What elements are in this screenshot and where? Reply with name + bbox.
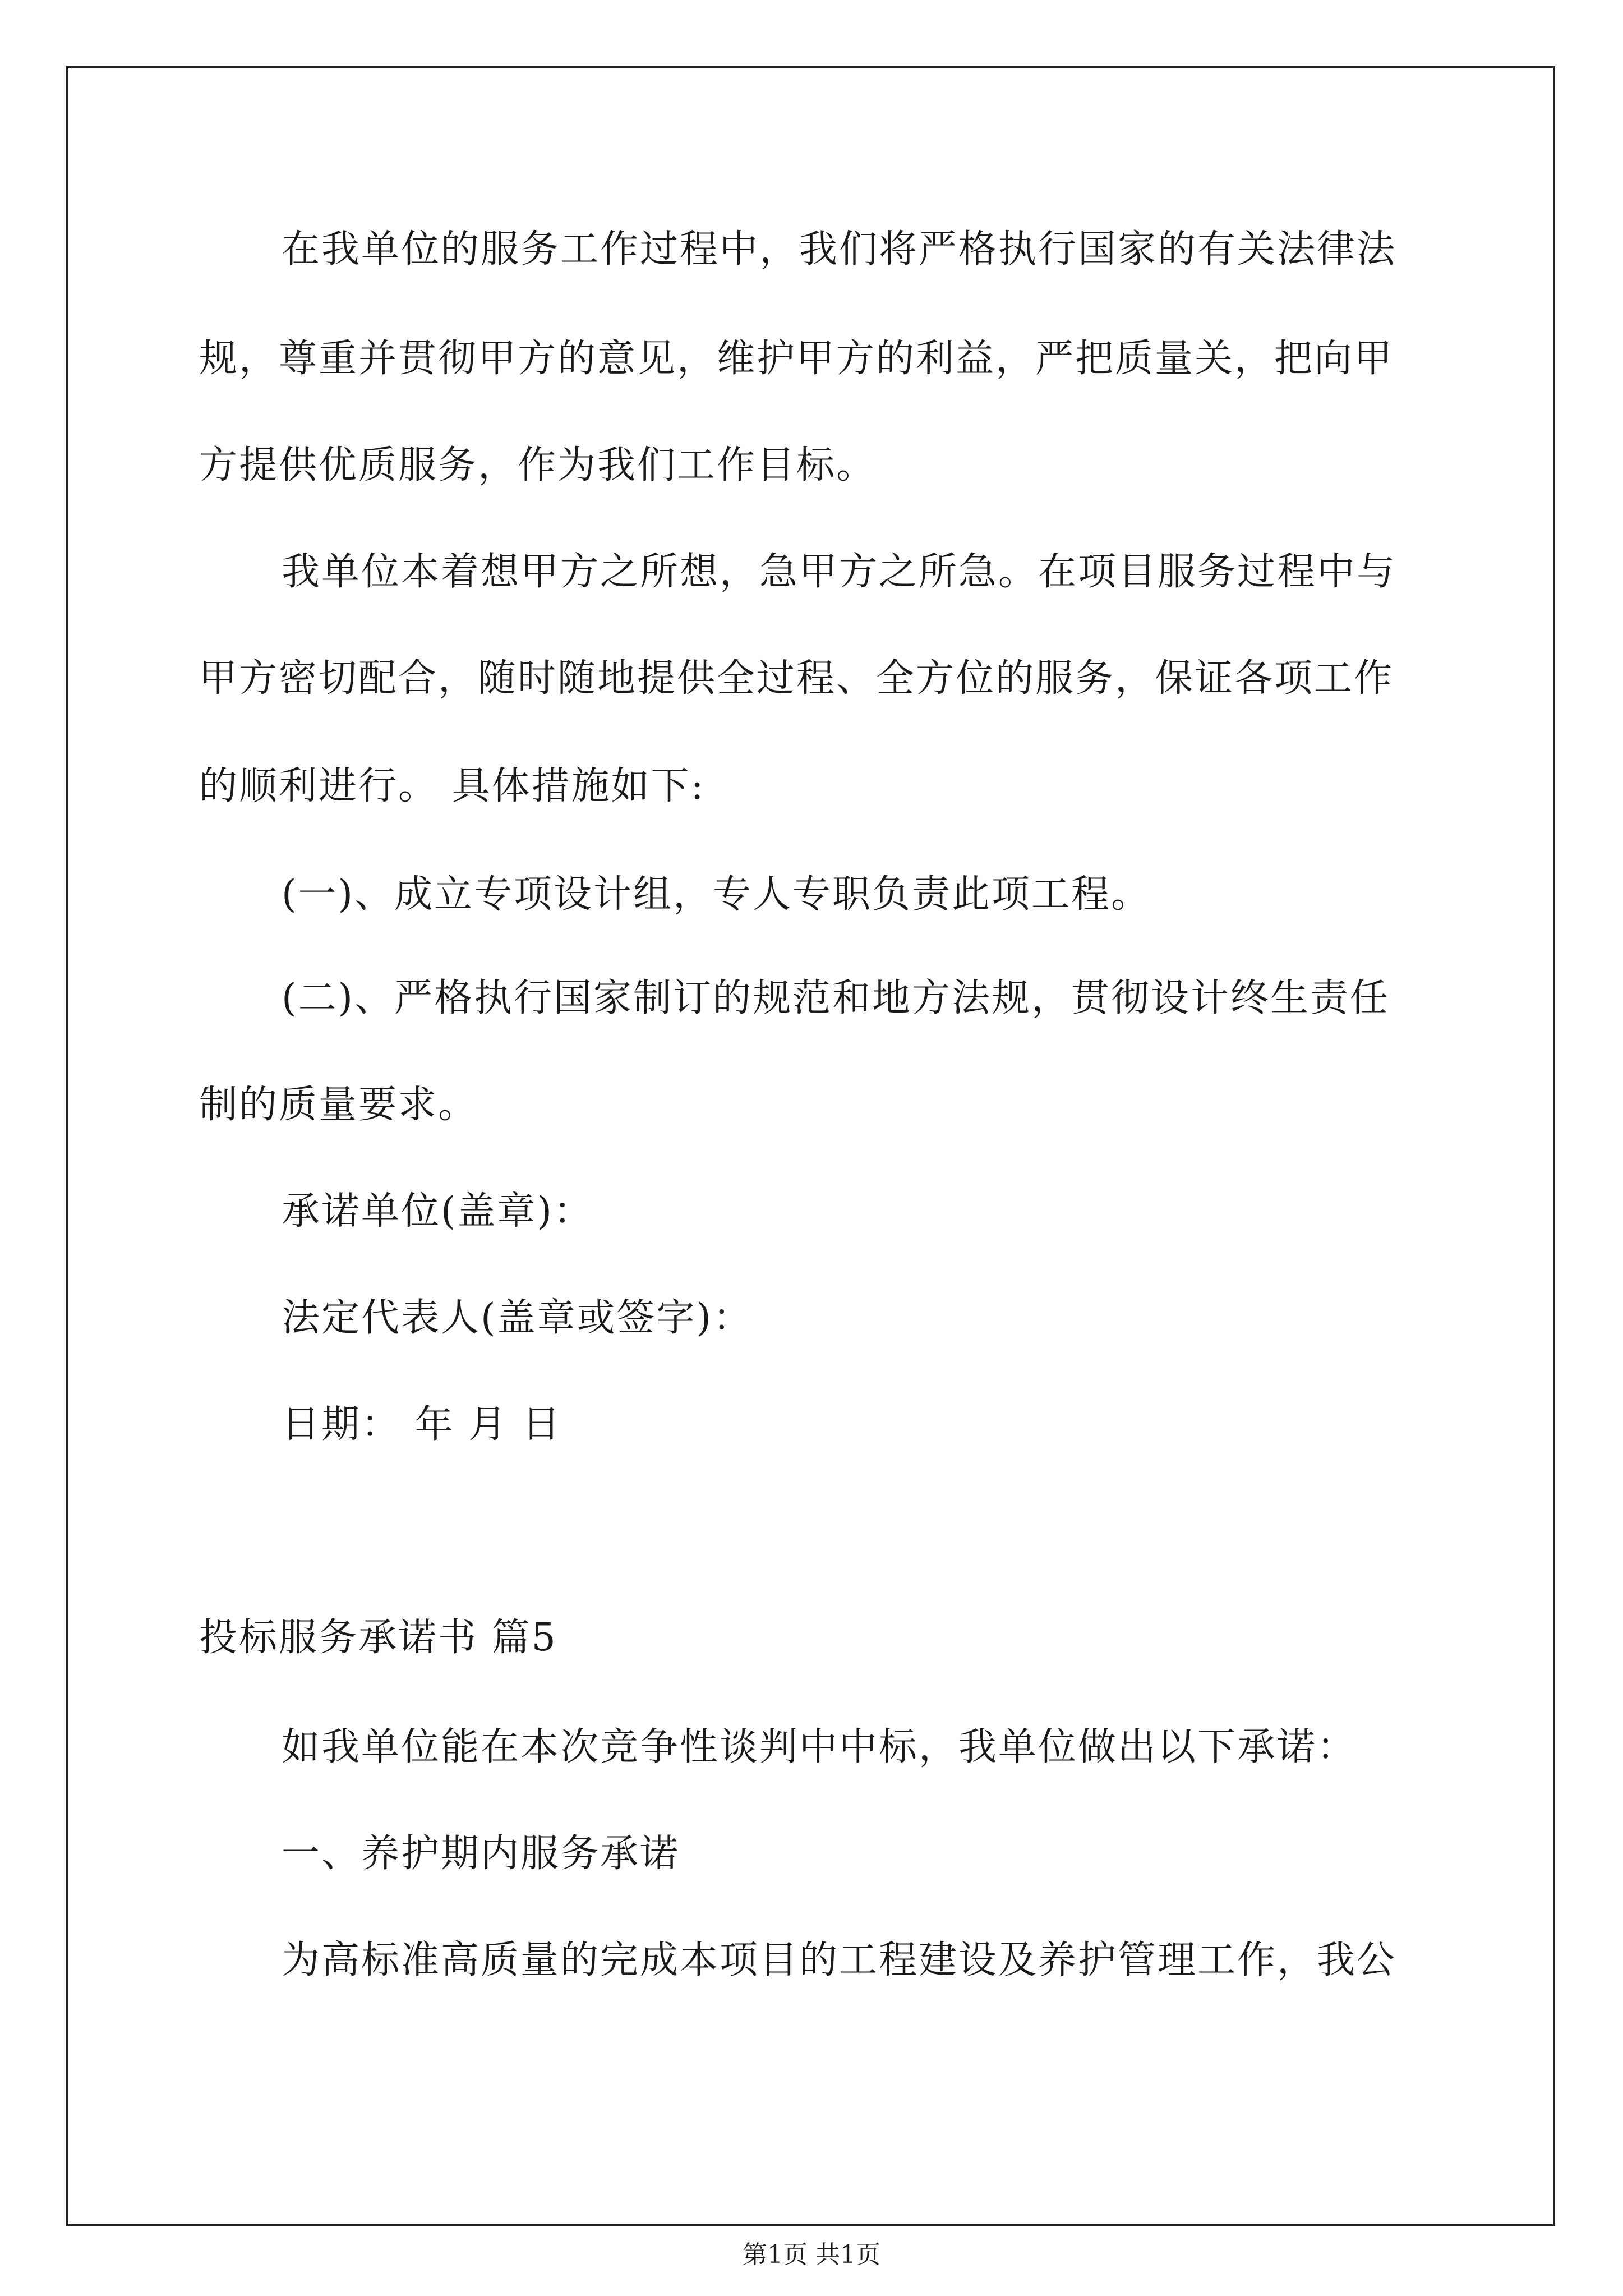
paragraph-1-line-1: 在我单位的服务工作过程中，我们将严格执行国家的有关法律法 [282, 227, 1397, 272]
section-heading: 投标服务承诺书 篇5 [199, 1616, 557, 1660]
paragraph-1-line-2: 规，尊重并贯彻甲方的意见，维护甲方的利益，严把质量关，把向甲 [199, 337, 1394, 381]
paragraph-1-line-3: 方提供优质服务，作为我们工作目标。 [199, 443, 877, 487]
paragraph-2-line-3: 的顺利进行。 具体措施如下: [199, 764, 706, 808]
page-border [66, 66, 1555, 2226]
measure-item-2-line-1: (二)、严格执行国家制订的规范和地方法规，贯彻设计终生责任 [282, 976, 1390, 1020]
paragraph-2-line-1: 我单位本着想甲方之所想，急甲方之所急。在项目服务过程中与 [282, 550, 1397, 594]
commitment-intro: 如我单位能在本次竞争性谈判中中标，我单位做出以下承诺： [282, 1725, 1357, 1769]
paragraph-2-line-2: 甲方密切配合，随时随地提供全过程、全方位的服务，保证各项工作 [199, 656, 1394, 701]
maintenance-paragraph-line-1: 为高标准高质量的完成本项目的工程建设及养护管理工作，我公 [282, 1938, 1397, 1982]
page-number: 第1页 共1页 [743, 2240, 880, 2269]
subheading-maintenance: 一、养护期内服务承诺 [282, 1832, 680, 1876]
measure-item-1: (一)、成立专项设计组，专人专职负责此项工程。 [282, 872, 1151, 917]
date-field: 日期： 年 月 日 [282, 1402, 562, 1447]
measure-item-2-line-2: 制的质量要求。 [199, 1083, 478, 1127]
legal-representative-field: 法定代表人(盖章或签字)： [282, 1296, 753, 1340]
signature-unit-field: 承诺单位(盖章)： [282, 1189, 594, 1234]
